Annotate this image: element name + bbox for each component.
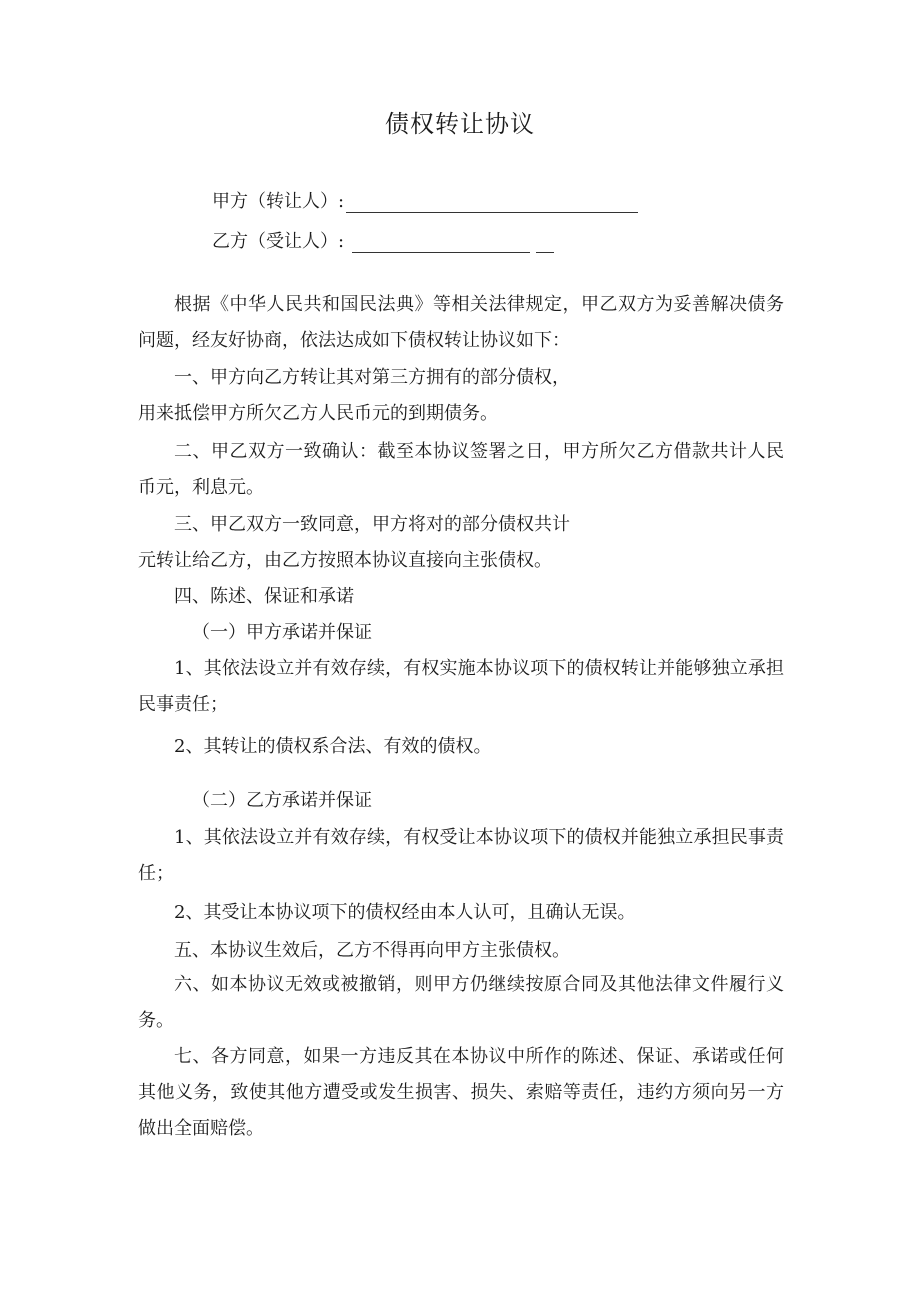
party-b-label: 乙方（受让人）:: [212, 231, 345, 252]
clause-4-1-heading: （一）甲方承诺并保证: [192, 622, 372, 643]
party-b-blank-tail: [536, 234, 554, 253]
clause-4-2-item-1: 1、其依法设立并有效存续，有权受让本协议项下的债权并能独立承担民事责任；: [138, 827, 784, 884]
party-a-label: 甲方（转让人）:: [212, 191, 345, 212]
clause-4-1-item-1: 1、其依法设立并有效存续，有权实施本协议项下的债权转让并能够独立承担民事责任；: [138, 658, 784, 715]
clause-1a: 一、甲方向乙方转让其对第三方拥有的部分债权，: [174, 367, 570, 388]
clause-3a: 三、甲乙双方一致同意，甲方将对的部分债权共计: [174, 514, 570, 535]
clause-4-1-item-2: 2、其转让的债权系合法、有效的债权。: [174, 736, 492, 757]
party-b-line: [212, 227, 554, 253]
party-a-blank: [346, 194, 638, 213]
party-b-blank: [352, 234, 530, 253]
clause-6: 六、如本协议无效或被撤销，则甲方仍继续按原合同及其他法律文件履行义务。: [138, 974, 784, 1031]
document-title: 债权转让协议: [385, 110, 535, 138]
clause-7: 七、各方同意，如果一方违反其在本协议中所作的陈述、保证、承诺或任何其他义务，致使其他方遭受或发生损害、损失、索赔等责任，违约方须向另一方做出全面赔偿。: [138, 1046, 784, 1139]
clause-5: 五、本协议生效后，乙方不得再向甲方主张债权。: [174, 940, 570, 961]
clause-4-2-heading: （二）乙方承诺并保证: [192, 790, 372, 811]
clause-4-2-item-2: 2、其受让本协议项下的债权经由本人认可，且确认无误。: [174, 902, 636, 923]
intro-paragraph: 根据《中华人民共和国民法典》等相关法律规定，甲乙双方为妥善解决债务问题，经友好协商，依法达成如下债权转让协议如下：: [138, 294, 784, 351]
clause-1b: 用来抵偿甲方所欠乙方人民币元的到期债务。: [138, 403, 498, 424]
clause-3b: 元转让给乙方，由乙方按照本协议直接向主张债权。: [138, 550, 552, 571]
party-a-line: [212, 187, 638, 213]
clause-2: 二、甲乙双方一致确认：截至本协议签署之日，甲方所欠乙方借款共计人民币元，利息元。: [138, 441, 784, 498]
clause-4-heading: 四、陈述、保证和承诺: [174, 586, 354, 607]
